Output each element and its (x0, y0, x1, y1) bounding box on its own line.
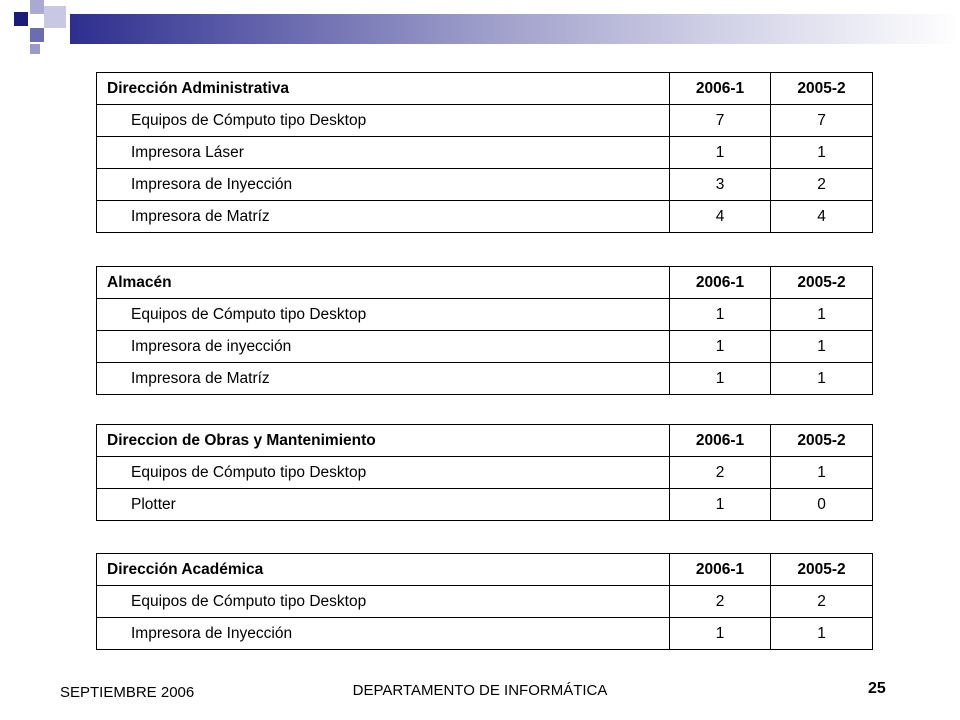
item-count: 1 (670, 331, 771, 363)
item-count: 1 (670, 363, 771, 395)
item-name: Equipos de Cómputo tipo Desktop (97, 105, 670, 137)
decor-square (44, 6, 66, 28)
table-title: Dirección Académica (97, 554, 670, 586)
decor-square (14, 12, 28, 26)
item-name: Equipos de Cómputo tipo Desktop (97, 299, 670, 331)
table-row (97, 363, 873, 395)
table-row (97, 489, 873, 521)
item-count: 1 (771, 363, 873, 395)
period-header: 2005-2 (771, 73, 873, 105)
item-count: 1 (771, 457, 873, 489)
inventory-table-obras (96, 424, 873, 521)
item-name: Impresora de Inyección (97, 169, 670, 201)
table-row (97, 105, 873, 137)
item-count: 2 (771, 586, 873, 618)
item-count: 1 (771, 299, 873, 331)
item-count: 4 (771, 201, 873, 233)
decor-square (30, 28, 44, 42)
item-name: Impresora de inyección (97, 331, 670, 363)
item-count: 1 (670, 489, 771, 521)
item-name: Impresora Láser (97, 137, 670, 169)
table-title: Direccion de Obras y Mantenimiento (97, 425, 670, 457)
table-header-row (97, 554, 873, 586)
item-name: Equipos de Cómputo tipo Desktop (97, 586, 670, 618)
item-count: 7 (670, 105, 771, 137)
table-row (97, 299, 873, 331)
table-header-row (97, 425, 873, 457)
period-header: 2006-1 (670, 425, 771, 457)
item-count: 1 (670, 299, 771, 331)
table-row (97, 201, 873, 233)
item-count: 1 (670, 137, 771, 169)
table-row (97, 169, 873, 201)
table-row (97, 137, 873, 169)
footer-date: SEPTIEMBRE 2006 (60, 684, 195, 701)
item-count: 2 (771, 169, 873, 201)
table-header-row (97, 73, 873, 105)
item-count: 1 (771, 331, 873, 363)
decor-square (30, 0, 44, 14)
item-count: 1 (771, 137, 873, 169)
header-gradient-bar (70, 14, 960, 44)
period-header: 2006-1 (670, 554, 771, 586)
inventory-table-administrativa (96, 72, 873, 233)
item-count: 0 (771, 489, 873, 521)
item-count: 2 (670, 457, 771, 489)
table-title: Dirección Administrativa (97, 73, 670, 105)
table-row (97, 586, 873, 618)
item-name: Equipos de Cómputo tipo Desktop (97, 457, 670, 489)
table-title: Almacén (97, 267, 670, 299)
item-name: Impresora de Matríz (97, 363, 670, 395)
item-name: Impresora de Matríz (97, 201, 670, 233)
item-count: 4 (670, 201, 771, 233)
item-name: Plotter (97, 489, 670, 521)
inventory-table-almacen (96, 266, 873, 395)
item-count: 2 (670, 586, 771, 618)
period-header: 2005-2 (771, 267, 873, 299)
table-row (97, 618, 873, 650)
page-number: 25 (868, 680, 886, 697)
header-decoration (0, 0, 960, 56)
inventory-table-academica (96, 553, 873, 650)
period-header: 2006-1 (670, 267, 771, 299)
period-header: 2005-2 (771, 425, 873, 457)
item-count: 7 (771, 105, 873, 137)
item-name: Impresora de Inyección (97, 618, 670, 650)
item-count: 1 (670, 618, 771, 650)
item-count: 1 (771, 618, 873, 650)
item-count: 3 (670, 169, 771, 201)
period-header: 2006-1 (670, 73, 771, 105)
table-row (97, 457, 873, 489)
table-header-row (97, 267, 873, 299)
footer-department: DEPARTAMENTO DE INFORMÁTICA (352, 682, 608, 699)
period-header: 2005-2 (771, 554, 873, 586)
decor-square (30, 44, 40, 54)
table-row (97, 331, 873, 363)
